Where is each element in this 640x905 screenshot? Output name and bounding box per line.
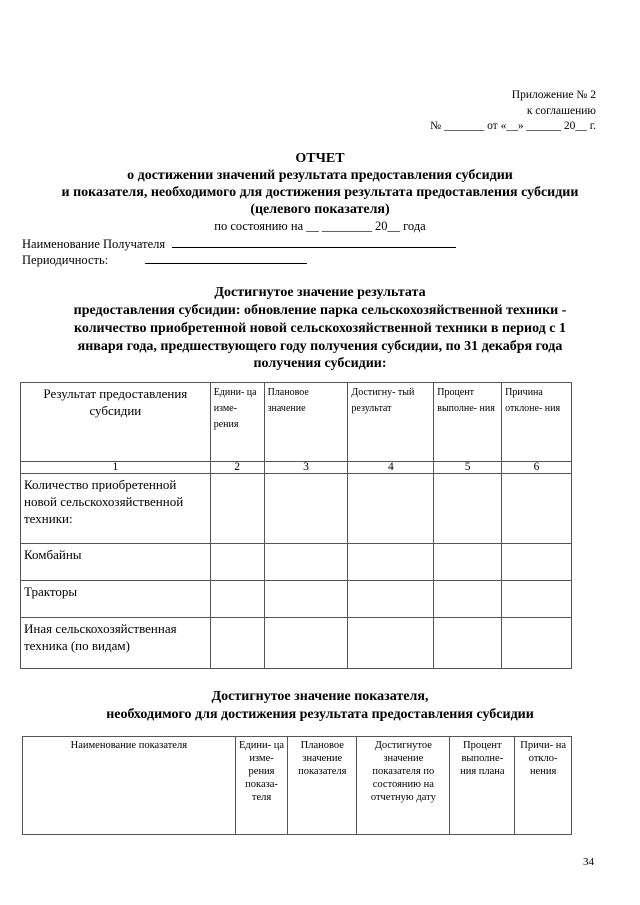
- annex-line-2: к соглашению: [526, 105, 596, 117]
- indicator-col-percent: Процент выполне- ния плана: [450, 737, 515, 835]
- section2-heading-1: Достигнутое значение показателя,: [211, 689, 429, 704]
- results-num-1: 1: [21, 462, 211, 474]
- section1-heading-5: получения субсидии:: [253, 356, 387, 371]
- report-subtitle-2: и показателя, необходимого для достижения результата предоставления субсидии: [61, 185, 579, 200]
- table-cell: [502, 618, 572, 669]
- recipient-field: [22, 235, 456, 252]
- indicator-col-unit: Едини- ца изме- рения показа- теля: [235, 737, 288, 835]
- results-header-row: [21, 383, 572, 462]
- table-row: [21, 581, 572, 618]
- indicator-header-row: [23, 737, 572, 835]
- table-cell: [348, 618, 434, 669]
- annex-line-3: № _______ от «__» ______ 20__ г.: [430, 120, 596, 132]
- recipient-label: Наименование Получателя: [22, 237, 166, 251]
- section1-heading-1: Достигнутое значение результата: [214, 285, 426, 300]
- results-num-2: 2: [210, 462, 264, 474]
- results-col-reason: Причина отклоне- ния: [502, 383, 572, 462]
- table-cell: [264, 544, 348, 581]
- results-col-result: Результат предоставления субсидии: [21, 383, 211, 462]
- table-cell: [210, 474, 264, 544]
- table-cell: [434, 618, 502, 669]
- results-row-combines: Комбайны: [21, 544, 211, 581]
- results-col-unit: Едини- ца изме- рения: [210, 383, 264, 462]
- section1-heading-4: января года, предшествующего году получения субсидии, по 31 декабря года: [77, 339, 563, 354]
- periodicity-label: Периодичность:: [22, 253, 109, 267]
- results-num-5: 5: [434, 462, 502, 474]
- results-number-row: [21, 462, 572, 474]
- table-cell: [264, 581, 348, 618]
- table-cell: [348, 474, 434, 544]
- table-cell: [264, 618, 348, 669]
- indicator-col-name: Наименование показателя: [23, 737, 236, 835]
- table-row: [21, 474, 572, 544]
- page-number: 34: [583, 856, 594, 868]
- report-title: ОТЧЕТ: [295, 151, 345, 166]
- table-cell: [502, 474, 572, 544]
- results-row-tractors: Тракторы: [21, 581, 211, 618]
- results-table: [20, 382, 572, 669]
- table-cell: [502, 581, 572, 618]
- results-col-achieved: Достигну- тый результат: [348, 383, 434, 462]
- results-row-total: Количество приобретенной новой сельскохозяйственной техники:: [21, 474, 211, 544]
- table-cell: [210, 618, 264, 669]
- periodicity-field: [22, 251, 307, 268]
- table-cell: [210, 581, 264, 618]
- report-subtitle-3: (целевого показателя): [250, 202, 390, 217]
- periodicity-blank-line: [145, 251, 307, 264]
- table-row: [21, 618, 572, 669]
- results-num-4: 4: [348, 462, 434, 474]
- indicator-col-planned: Плановое значение показателя: [288, 737, 357, 835]
- results-col-percent: Процент выполне- ния: [434, 383, 502, 462]
- report-as-of: по состоянию на __ ________ 20__ года: [214, 219, 426, 233]
- indicator-table: [22, 736, 572, 835]
- section1-heading-2: предоставления субсидии: обновление парка сельскохозяйственной техники -: [73, 303, 567, 318]
- table-cell: [502, 544, 572, 581]
- table-cell: [264, 474, 348, 544]
- results-num-3: 3: [264, 462, 348, 474]
- section1-heading-3: количество приобретенной новой сельскохозяйственной техники в период с 1: [74, 321, 566, 336]
- table-cell: [348, 581, 434, 618]
- results-row-other: Иная сельскохозяйственная техника (по видам): [21, 618, 211, 669]
- results-col-planned: Плановое значение: [264, 383, 348, 462]
- table-cell: [210, 544, 264, 581]
- results-num-6: 6: [502, 462, 572, 474]
- report-subtitle-1: о достижении значений результата предоставления субсидии: [127, 168, 513, 183]
- recipient-blank-line: [172, 235, 456, 248]
- indicator-col-reason: Причи- на откло- нения: [515, 737, 572, 835]
- section2-heading-2: необходимого для достижения результата предоставления субсидии: [106, 707, 534, 722]
- indicator-col-achieved: Достигнутое значение показателя по состоянию на отчетную дату: [357, 737, 450, 835]
- table-cell: [434, 581, 502, 618]
- annex-line-1: Приложение № 2: [511, 89, 596, 101]
- table-cell: [434, 544, 502, 581]
- table-cell: [434, 474, 502, 544]
- table-row: [21, 544, 572, 581]
- table-cell: [348, 544, 434, 581]
